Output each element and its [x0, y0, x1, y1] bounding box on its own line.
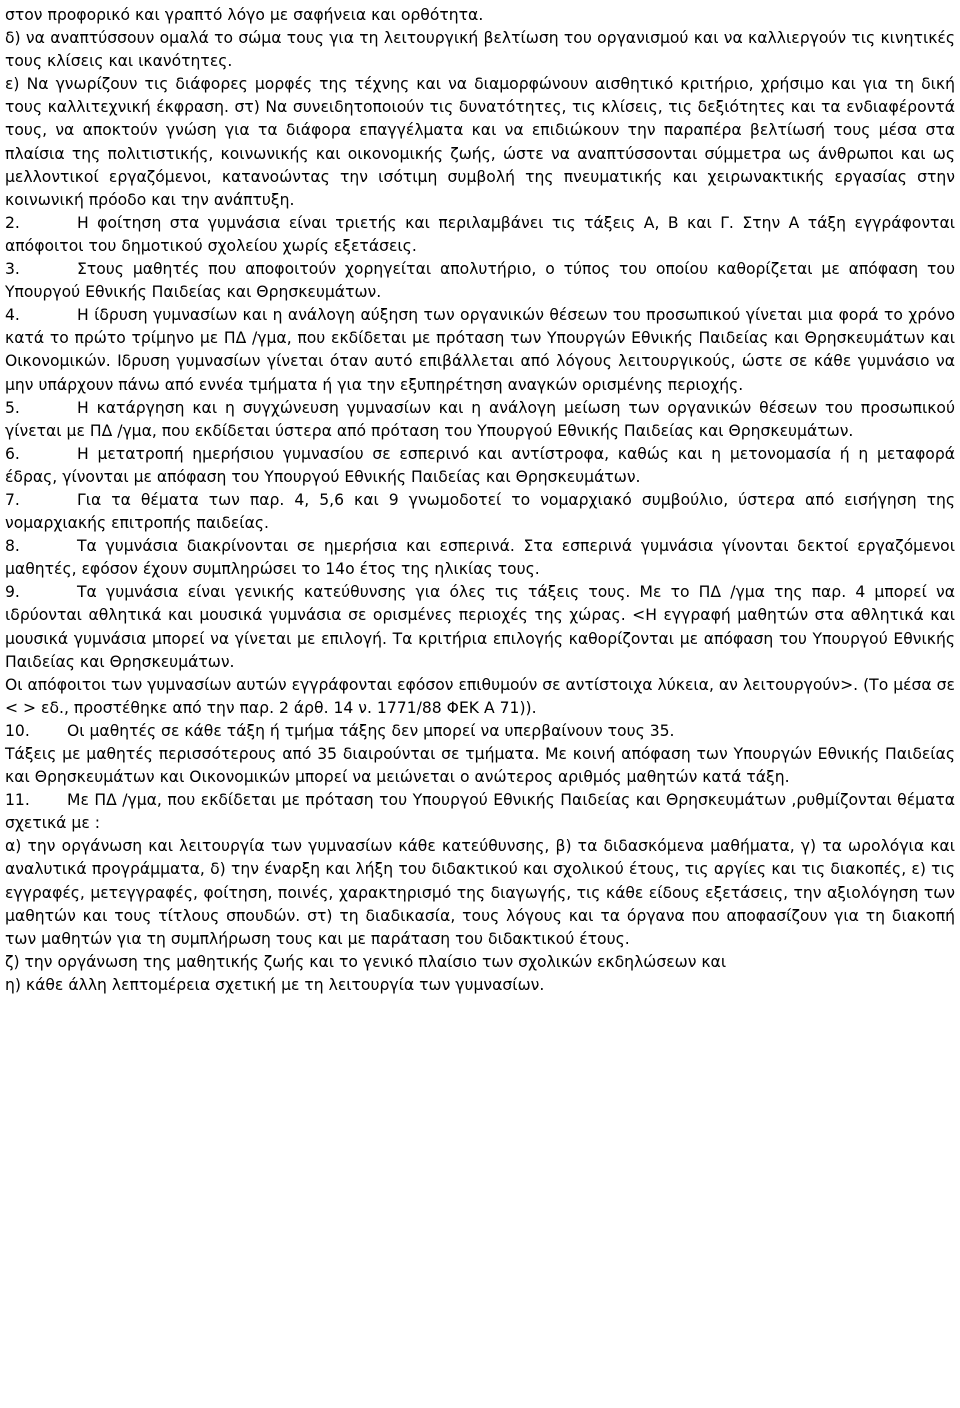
- paragraph-text: Τάξεις με μαθητές περισσότερους από 35 διαιρούνται σε τμήματα. Με κοινή απόφαση των Υπουργών Εθνικής Παιδείας και Θρησκευμάτων και Οικονομικών μπορεί να μειώνεται ο ανώτερος αριθμός μαθητών κατά τάξη.: [5, 745, 955, 787]
- paragraph-text: Στους μαθητές που αποφοιτούν χορηγείται απολυτήριο, ο τύπος του οποίου καθορίζεται με απόφαση του Υπουργού Εθνικής Παιδείας και Θρησκευμάτων.: [5, 260, 955, 302]
- paragraph-text: στον προφορικό και γραπτό λόγο με σαφήνεια και ορθότητα.: [5, 6, 484, 24]
- paragraph-9: [5, 581, 955, 673]
- paragraph-text: Οι μαθητές σε κάθε τάξη ή τμήμα τάξης δεν μπορεί να υπερβαίνουν τους 35.: [67, 721, 675, 740]
- paragraph-6: [5, 443, 955, 489]
- paragraph-text: α) την οργάνωση και λειτουργία των γυμνασίων κάθε κατεύθυνσης, β) τα διδασκόμενα μαθήματα, γ) τα ωρολόγια και αναλυτικά προγράμματα, δ) την έναρξη και λήξη του διδακτικού και σχολικού έτους, τις αργίες και τις διακοπές, ε) τις εγγραφές, μετεγγραφές, φοίτηση, ποινές, χαρακτηρισμό της διαγωγής, τις κάθε είδους εξετάσεις, την αξιολόγηση των μαθητών και τους τίτλους σπουδών. στ) τη διαδικασία, τους λόγους και τα όργανα που αποφασίζουν για τη διακοπή των μαθητών για τη συμπλήρωση τους και με παράταση του διδακτικού έτους.: [5, 837, 955, 948]
- paragraph-number: 2.: [5, 213, 20, 232]
- paragraph-text: ζ) την οργάνωση της μαθητικής ζωής και το γενικό πλαίσιο των σχολικών εκδηλώσεων και: [5, 952, 727, 971]
- paragraph-text: Με ΠΔ /γμα, που εκδίδεται με πρόταση του Υπουργού Εθνικής Παιδείας και Θρησκευμάτων ,ρυθμίζονται θέματα σχετικά με :: [5, 791, 955, 833]
- paragraph-text: δ) να αναπτύσσουν ομαλά το σώμα τους για τη λειτουργική βελτίωση του οργανισμού και να καλλιεργούν τις κινητικές τους κλίσεις και ικανότητες.: [5, 29, 955, 71]
- paragraph-10: [5, 720, 955, 743]
- paragraph-number: 5.: [5, 398, 20, 417]
- paragraph-7: [5, 489, 955, 535]
- paragraph-number: 3.: [5, 260, 20, 279]
- paragraph-number: 4.: [5, 306, 20, 325]
- paragraph-4: [5, 304, 955, 396]
- paragraph-text: Για τα θέματα των παρ. 4, 5,6 και 9 γνωμοδοτεί το νομαρχιακό συμβούλιο, ύστερα από εισήγηση της νομαρχιακής επιτροπής παιδείας.: [5, 490, 955, 533]
- paragraph-text: Οι απόφοιτοι των γυμνασίων αυτών εγγράφονται εφόσον επιθυμούν σε αντίστοιχα λύκεια, αν λειτουργούν>. (Το μέσα σε < > εδ., προστέθηκε από την παρ. 2 άρθ. 14 ν. 1771/88 ΦΕΚ Α 71)).: [5, 675, 955, 717]
- paragraph-11-h: [5, 974, 955, 997]
- paragraph-number: 8.: [5, 537, 20, 556]
- paragraph-8: [5, 535, 955, 581]
- paragraph-text: Τα γυμνάσια διακρίνονται σε ημερήσια και εσπερινά. Στα εσπερινά γυμνάσια γίνονται δεκτοί εργαζόμενοι μαθητές, εφόσον έχουν συμπληρώσει το 14ο έτος της ηλικίας τους.: [5, 537, 955, 579]
- document-page: [5, 4, 955, 997]
- paragraph-continuation: [5, 4, 955, 27]
- paragraph-text: Η κατάργηση και η συγχώνευση γυμνασίων και η ανάλογη μείωση των οργανικών θέσεων του προσωπικού γίνεται με ΠΔ /γμα, που εκδίδεται ύστερα από πρόταση του Υπουργού Εθνικής Παιδείας και Θρησκευμάτων.: [5, 398, 955, 440]
- paragraph-number: 9.: [5, 583, 20, 602]
- paragraph-text: ε) Να γνωρίζουν τις διάφορες μορφές της τέχνης και να διαμορφώνουν αισθητικό κριτήριο, χρήσιμο και για τη δική τους καλλιτεχνική έκφραση. στ) Να συνειδητοποιούν τις δυνατότητες, τις κλίσεις, τις δεξιότητες και τα ενδιαφέροντά τους, να αποκτούν γνώση για τα διάφορα επαγγέλματα και να επιδιώκουν την παραπέρα βελτίωσή τους μέσα στα πλαίσια της πολιτιστικής, κοινωνικής και οικονομικής ζωής, ώστε να αναπτύσσονται σύμμετρα ως άνθρωποι και ως μελλοντικοί εργαζόμενοι, κατανοώντας την ισότιμη συμβολή της πνευματικής και χειρωνακτικής εργασίας στην κοινωνική πρόοδο και την ανάπτυξη.: [5, 75, 955, 209]
- paragraph-11-items: [5, 835, 955, 950]
- paragraph-number: 11.: [5, 791, 30, 810]
- paragraph-9-continued: [5, 674, 955, 720]
- paragraph-10-continued: [5, 743, 955, 789]
- paragraph-3: [5, 258, 955, 304]
- paragraph-e: [5, 73, 955, 212]
- paragraph-d: [5, 27, 955, 73]
- paragraph-number: 7.: [5, 490, 20, 509]
- paragraph-text: Τα γυμνάσια είναι γενικής κατεύθυνσης για όλες τις τάξεις τους. Με το ΠΔ /γμα της παρ. 4 μπορεί να ιδρύονται αθλητικά και μουσικά γυμνάσια σε ορισμένες περιοχές της χώρας. <Η εγγραφή μαθητών στα αθλητικά και μουσικά γυμνάσια μπορεί να γίνεται με επιλογή. Τα κριτήρια επιλογής καθορίζονται με απόφαση του Υπουργού Εθνικής Παιδείας και Θρησκευμάτων.: [5, 583, 955, 671]
- paragraph-text: Η ίδρυση γυμνασίων και η ανάλογη αύξηση των οργανικών θέσεων του προσωπικού γίνεται μια φορά το χρόνο κατά το πρώτο τρίμηνο με ΠΔ /γμα, που εκδίδεται με πρόταση των Υπουργών Εθνικής Παιδείας και Θρησκευμάτων και Οικονομικών. Ιδρυση γυμνασίων γίνεται όταν αυτό επιβάλλεται από λόγους λειτουργικούς, ώστε σε κάθε γυμνάσιο να μην υπάρχουν πάνω από εννέα τμήματα ή για την εξυπηρέτηση αναγκών ορισμένης περιοχής.: [5, 306, 955, 394]
- paragraph-11-z: [5, 951, 955, 974]
- paragraph-text: Η μετατροπή ημερήσιου γυμνασίου σε εσπερινό και αντίστροφα, καθώς και η μετονομασία ή η μεταφορά έδρας, γίνονται με απόφαση του Υπουργού Εθνικής Παιδείας και Θρησκευμάτων.: [5, 444, 955, 486]
- paragraph-5: [5, 397, 955, 443]
- paragraph-text: η) κάθε άλλη λεπτομέρεια σχετική με τη λειτουργία των γυμνασίων.: [5, 975, 545, 994]
- paragraph-number: 6.: [5, 444, 20, 463]
- paragraph-number: 10.: [5, 721, 30, 740]
- paragraph-text: Η φοίτηση στα γυμνάσια είναι τριετής και περιλαμβάνει τις τάξεις Α, Β και Γ. Στην Α τάξη εγγράφονται απόφοιτοι του δημοτικού σχολείου χωρίς εξετάσεις.: [5, 213, 955, 255]
- paragraph-2: [5, 212, 955, 258]
- paragraph-11: [5, 789, 955, 835]
